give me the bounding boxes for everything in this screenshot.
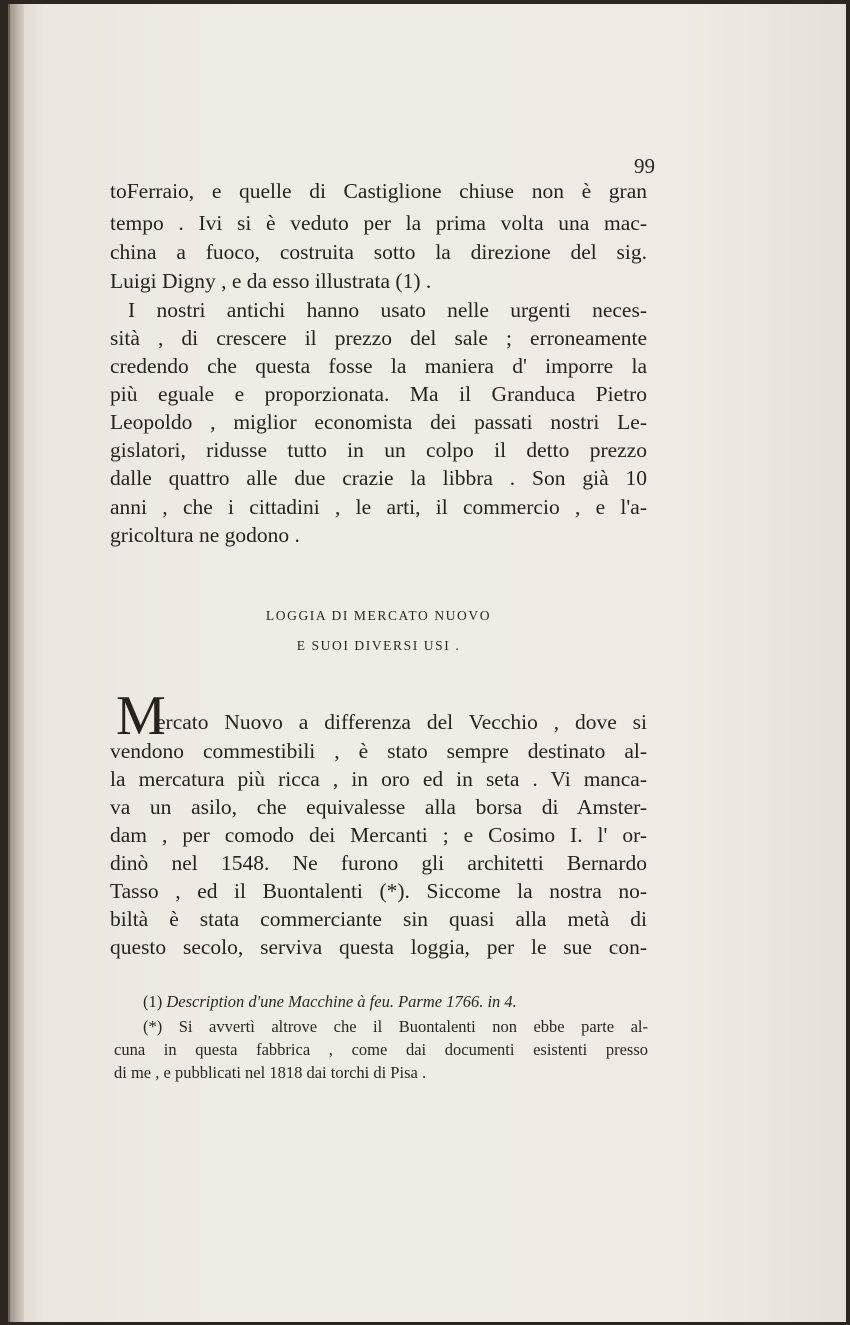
text-line: dam , per comodo dei Mercanti ; e Cosimo I. l' or- <box>110 823 647 847</box>
text-line: questo secolo, serviva questa loggia, per le sue con- <box>110 935 647 959</box>
text-line: credendo che questa fosse la maniera d' imporre la <box>110 354 647 378</box>
text-line: Leopoldo , miglior economista dei passati nostri Le- <box>110 410 647 434</box>
footnote-2-line: (*) Si avvertì altrove che il Buontalenti non ebbe parte al- <box>143 1017 648 1036</box>
text-line: china a fuoco, costruita sotto la direzione del sig. <box>110 240 647 264</box>
text-line: dalle quattro alle due crazie la libbra . Son già 10 <box>110 466 647 490</box>
page-gutter <box>10 4 24 1322</box>
section-heading-line-1: LOGGIA DI MERCATO NUOVO <box>265 608 492 623</box>
text-line: Luigi Digny , e da esso illustrata (1) . <box>110 269 432 293</box>
text-line: dinò nel 1548. Ne furono gli architetti Bernardo <box>110 851 647 875</box>
text-line: Tasso , ed il Buontalenti (*). Siccome la nostra no- <box>110 879 647 903</box>
text-line: tempo . Ivi si è veduto per la prima volta una mac- <box>110 211 647 235</box>
footnote-1-text: Description d'une Macchine à feu. Parme 1766. in 4. <box>166 992 517 1011</box>
text-line: I nostri antichi hanno usato nelle urgenti neces- <box>128 298 647 322</box>
text-line: gislatori, ridusse tutto in un colpo il detto prezzo <box>110 438 647 462</box>
page-number: 99 <box>634 154 655 178</box>
footnote-1 <box>143 991 648 1013</box>
text-line: toFerraio, e quelle di Castiglione chiuse non è gran <box>110 179 647 203</box>
text-line: la mercatura più ricca , in oro ed in seta . Vi manca- <box>110 767 647 791</box>
text-line: vendono commestibili , è stato sempre destinato al- <box>110 739 647 763</box>
section-heading-line-2: E SUOI DIVERSI USI . <box>296 638 461 653</box>
text-line: va un asilo, che equivalesse alla borsa di Amster- <box>110 795 647 819</box>
footnote-1-marker: (1) <box>143 992 163 1011</box>
text-line: biltà è stata commerciante sin quasi alla metà di <box>110 907 647 931</box>
text-line: sità , di crescere il prezzo del sale ; erroneamente <box>110 326 647 350</box>
footnote-2-line: di me , e pubblicati nel 1818 dai torchi di Pisa . <box>114 1063 427 1082</box>
text-line: ercato Nuovo a differenza del Vecchio , dove si <box>156 710 647 734</box>
text-line: anni , che i cittadini , le arti, il commercio , e l'a- <box>110 495 647 519</box>
text-line: gricoltura ne godono . <box>110 523 300 547</box>
footnote-2-line: cuna in questa fabbrica , come dai documenti esistenti presso <box>114 1040 648 1059</box>
book-page <box>8 4 846 1322</box>
text-line: più eguale e proporzionata. Ma il Granduca Pietro <box>110 382 647 406</box>
drop-cap: M <box>116 685 166 747</box>
